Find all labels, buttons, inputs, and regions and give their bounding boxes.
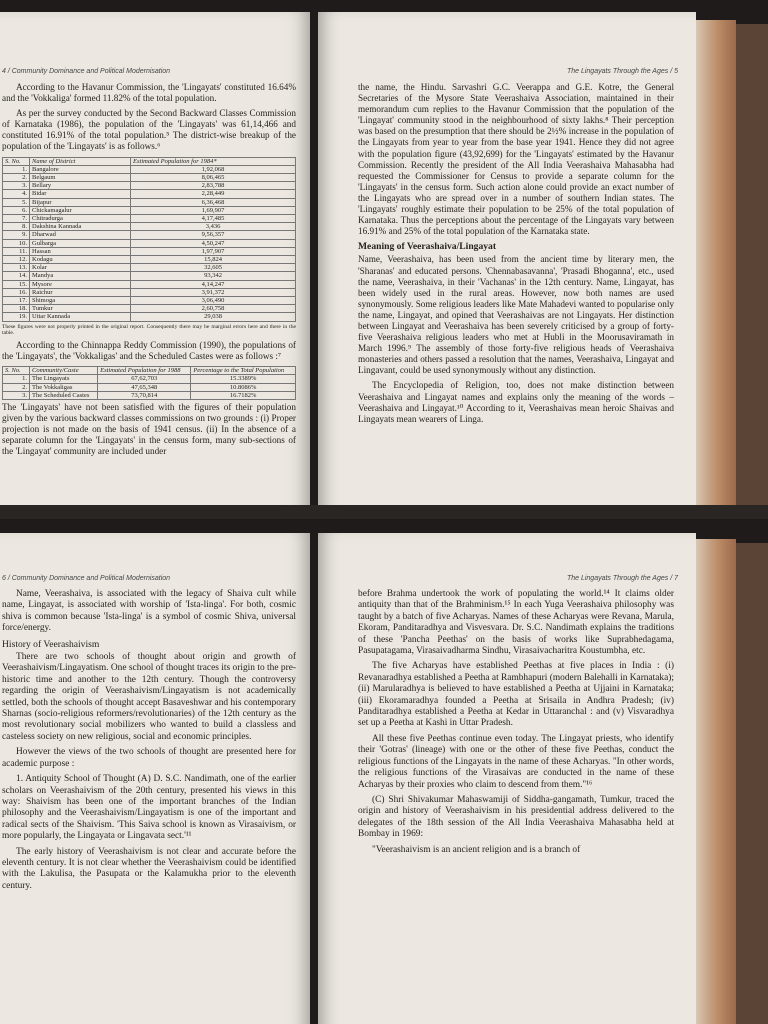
table-cell: Bijapur bbox=[30, 198, 131, 206]
table-cell: 29,038 bbox=[131, 313, 296, 321]
table-cell: Gulbarga bbox=[30, 239, 131, 247]
table-cell: 7. bbox=[3, 214, 30, 222]
table-cell: The Scheduled Castes bbox=[30, 391, 98, 399]
table-cell: The Lingayats bbox=[30, 375, 98, 383]
table-cell: 9. bbox=[3, 231, 30, 239]
table-cell: The Vokkaligas bbox=[30, 383, 98, 391]
table-header-cell: S. No. bbox=[3, 157, 30, 165]
page-edges bbox=[696, 20, 736, 505]
table-row bbox=[3, 272, 296, 280]
table-cell: 73,70,814 bbox=[98, 391, 191, 399]
table-cell: Raichur bbox=[30, 288, 131, 296]
table-cell: Belgaum bbox=[30, 173, 131, 181]
table-row bbox=[3, 383, 296, 391]
table-cell: 10. bbox=[3, 239, 30, 247]
paragraph: As per the survey conducted by the Second Backward Classes Commission of Karnataka (1986), the population of the 'Lingayats' was 61,14,466 and constituted 16.91% of the total population.⁵ The district-wise breakup of the population of the 'Lingayats' is as follows.⁶ bbox=[2, 108, 296, 152]
table-row bbox=[3, 375, 296, 383]
table-cell: 16. bbox=[3, 288, 30, 296]
table-cell: 11. bbox=[3, 247, 30, 255]
table-cell: 1. bbox=[3, 375, 30, 383]
paragraph: The five Acharyas have established Peethas at five places in India : (i) Revanaradhya established a Peetha at Rambhapuri (modern Balehalli in Karnataka); (ii) Marularadhya is believed to have established a Peetha at Ujjaini in Karnataka; (iii) Ekoramaradhya founded a Peetha at Srisaila in Andhra Pradesh; (iv) Panditaradhya established a Peetha at Kedar in Uttaranchal : and (v) Visvaradhya set up a Peetha at Kashi in Uttar Pradesh. bbox=[358, 661, 674, 729]
table-cell: 16.7182% bbox=[191, 391, 296, 399]
table-cell: 6,36,468 bbox=[131, 198, 296, 206]
table-row bbox=[3, 391, 296, 399]
table-cell: 4,50,247 bbox=[131, 239, 296, 247]
page-5 bbox=[318, 12, 696, 505]
table-header-cell: S. No. bbox=[3, 367, 30, 375]
table-cell: 4. bbox=[3, 190, 30, 198]
table-row bbox=[3, 173, 296, 181]
table-header-cell: Name of District bbox=[30, 157, 131, 165]
table-footnote: These figures were not properly printed in the original report. Consequently there may be marginal errors here and there in the table. bbox=[2, 323, 296, 336]
table-header-cell: Estimated Population for 1988 bbox=[98, 367, 191, 375]
running-header: The Lingayats Through the Ages / 5 bbox=[566, 68, 678, 75]
table-cell: 3,91,372 bbox=[131, 288, 296, 296]
table-cell: 9,56,357 bbox=[131, 231, 296, 239]
table-cell: 4,14,247 bbox=[131, 280, 296, 288]
table-row bbox=[3, 190, 296, 198]
paragraph: There are two schools of thought about origin and growth of Veerashaivism/Lingayatism. One school of thought traces its origin to the pre-historic time and another to the 12th century. Though the controversy regarding the origin of Veerashaivism/Lingayatism is not academically settled, both the schools of thought accept Basaveshwar and his contemporary Sharnas (socio-religious reformers/revolutionaries) of the 12th century as the most revolutionary social mobilizers who wanted to build a classless and casteless society on new religious, social and economic principles. bbox=[2, 652, 296, 742]
table-row bbox=[3, 280, 296, 288]
table-cell: 6. bbox=[3, 206, 30, 214]
table-row bbox=[3, 206, 296, 214]
table-row bbox=[3, 288, 296, 296]
table-cell: 8. bbox=[3, 223, 30, 231]
paragraph: before Brahma undertook the work of populating the world.¹⁴ It claims older antiquity than that of the Brahminism.¹⁵ In each Yuga Veerashaiva philosophy was taught by a batch of five Acharyas. Names of these Acharyas were Revana, Marula, Ekoram, Panditaradhya and Visvesvara. Dr. S.C. Nandimath explains the traditions of these 'Pancha Peethas' on the basis of works like Suprabhedagama, Pasupatagama, Virasaivadharma Sindhu, Virasaivacharitra Koustumbha, etc. bbox=[358, 589, 674, 657]
table-cell: Kolar bbox=[30, 264, 131, 272]
table-row bbox=[3, 239, 296, 247]
table-row bbox=[3, 214, 296, 222]
caste-population-table bbox=[2, 366, 296, 400]
table-cell: 15,824 bbox=[131, 256, 296, 264]
paragraph: 1. Antiquity School of Thought (A) D. S.C. Nandimath, one of the earlier scholars on Veerashaivism of the 20th century, presented his views in this way: Shaivism has been one of the important branches of the Indian philosophy and the Veerashaivism/Lingayatism is one of the important and radical sects of the Shaivism. 'This Saiva school is known as Virasaivism, or more popularly, the Lingayata or Lingavata sect.'¹¹ bbox=[2, 774, 296, 842]
table-cell: 47,65,348 bbox=[98, 383, 191, 391]
table-cell: Bidar bbox=[30, 190, 131, 198]
table-row bbox=[3, 198, 296, 206]
table-cell: Mysore bbox=[30, 280, 131, 288]
table-cell: 2,60,758 bbox=[131, 305, 296, 313]
table-cell: 3,06,490 bbox=[131, 297, 296, 305]
paragraph: The Encyclopedia of Religion, too, does not make distinction between Veerashaiva and Lingayat names and explains only the meaning of the words – Veerashaiva and Lingayat.¹⁰ According to it, Veerashaivas mean heroic Shaivas and Lingayats mean wearers of Linga. bbox=[358, 380, 674, 424]
table-cell: Hassan bbox=[30, 247, 131, 255]
table-cell: Bellary bbox=[30, 182, 131, 190]
paragraph: (C) Shri Shivakumar Mahaswamiji of Siddha-gangamath, Tumkur, traced the origin and history of Veerashaivism in his presidential address delivered to the delegates of the 18th session of the All India Veerashaiva Mahasabha held at Bombay in 1969: bbox=[358, 794, 674, 840]
table-header-cell: Percentage to the Total Population bbox=[191, 367, 296, 375]
table-cell: Shimoga bbox=[30, 297, 131, 305]
table-cell: 2,28,449 bbox=[131, 190, 296, 198]
table-cell: 8,06,465 bbox=[131, 173, 296, 181]
running-header: 6 / Community Dominance and Political Modernisation bbox=[2, 575, 171, 582]
table-cell: 1,69,907 bbox=[131, 206, 296, 214]
paragraph: According to the Havanur Commission, the 'Lingayats' constituted 16.64% and the 'Vokkaliga' formed 11.82% of the total population. bbox=[2, 82, 296, 104]
table-cell: 3,436 bbox=[131, 223, 296, 231]
page-body bbox=[2, 82, 296, 462]
page-body bbox=[2, 589, 296, 896]
page-edges bbox=[696, 539, 736, 1024]
table-cell: 19. bbox=[3, 313, 30, 321]
table-cell: 67,62,703 bbox=[98, 375, 191, 383]
table-cell: 10.8086% bbox=[191, 383, 296, 391]
book-cover-edge bbox=[736, 543, 768, 1024]
table-row bbox=[3, 247, 296, 255]
table-row bbox=[3, 165, 296, 173]
table-cell: Uttar Kannada bbox=[30, 313, 131, 321]
table-cell: 1. bbox=[3, 165, 30, 173]
paragraph: "Veerashaivism is an ancient religion and is a branch of bbox=[372, 844, 581, 855]
table-header-cell: Estimated Population for 1984* bbox=[131, 157, 296, 165]
running-header: 4 / Community Dominance and Political Modernisation bbox=[2, 68, 171, 75]
table-cell: Dharwad bbox=[30, 231, 131, 239]
table-cell: 2. bbox=[3, 173, 30, 181]
table-header-cell: Community/Caste bbox=[30, 367, 98, 375]
table-row bbox=[3, 182, 296, 190]
paragraph: However the views of the two schools of thought are presented here for academic purpose : bbox=[2, 747, 296, 769]
table-cell: 1,97,907 bbox=[131, 247, 296, 255]
table-row bbox=[3, 264, 296, 272]
page-7 bbox=[318, 533, 696, 1024]
table-cell: 2. bbox=[3, 383, 30, 391]
table-row bbox=[3, 231, 296, 239]
table-cell: 13. bbox=[3, 264, 30, 272]
table-cell: Kodagu bbox=[30, 256, 131, 264]
bottom-spread bbox=[0, 519, 768, 1024]
table-cell: 17. bbox=[3, 297, 30, 305]
paragraph: According to the Chinnappa Reddy Commission (1990), the populations of the 'Lingayats', the 'Vokkaligas' and the Scheduled Castes were as follows :⁷ bbox=[2, 340, 296, 362]
table-cell: Chitradurga bbox=[30, 214, 131, 222]
table-cell: 32,605 bbox=[131, 264, 296, 272]
table-cell: 18. bbox=[3, 305, 30, 313]
table-cell: 1,92,068 bbox=[131, 165, 296, 173]
table-row bbox=[3, 305, 296, 313]
table-row bbox=[3, 223, 296, 231]
paragraph: Name, Veerashaiva, is associated with the legacy of Shaiva cult while name, Lingayat, is associated with worship of 'Ista-linga'. For both, cosmic shiva is common because 'Ista-linga' is a symbol of cosmic Shiva, universal force/energy. bbox=[2, 589, 296, 634]
page-body bbox=[358, 82, 674, 429]
table-cell: 4,17,485 bbox=[131, 214, 296, 222]
table-row bbox=[3, 297, 296, 305]
paragraph: the name, the Hindu. Sarvashri G.C. Veerappa and G.E. Kotre, the General Secretaries of the Mysore State Veerashaiva Association, maintained in their memorandum cum replies to the Havanur Commission that the population of the 'Lingayat' community stood in the neighbourhood of sixty lakhs.⁸ Their perception was based on the presumption that there should be 2½% increase in the population of the Lingayats from year to year from the base year 1941. Hence they did not agree with the population figure (43,92,699) for the 'Lingayats' estimated by the Havanur Commission. Recently the president of the All India Veerashaiva Mahasabha had requested the Commissioner for Census to provide a separate column for the 'Lingayats' in the census form. Such action alone could provide an exact number of the Lingayats who are spread over in a number of southern Indian states. The 'Lingayats' roughly estimate their population to be 25% of the total population of Karnataka. Thus the perceptions about the percentage of the Lingayats vary between 16.91% and 25% of the total population of the Karnataka state. bbox=[358, 82, 674, 237]
table-cell: 14. bbox=[3, 272, 30, 280]
running-header: The Lingayats Through the Ages / 7 bbox=[566, 575, 678, 582]
paragraph: Name, Veerashaiva, has been used from the ancient time by literary men, the 'Sharanas' and educated persons. 'Chennabasavanna', 'Prasadi Bhoganna', etc., used the name, Veerashaiva, in their 'Vachanas' in the 12th century. Name, Lingayat, has been widely used in the rural areas. However, now both names are used synonymously. Some religious leaders like Mate Mahadevi wanted to popularise only the name, Lingayat, and opined that Veerashaivas are not Lingayats. Her distinction between Lingayat and Veerashaiva has been severely criticised by a group of forty-five Veerashaiva religious leaders who met at Hubli in the Moorusaviramath in March 1996.⁹ The assembly of those forty-five religious heads of Veerashaiva monasteries and others passed a resolution that the names, Veerashaiva, Lingayat and Lingavant, could be used synonymously without any distinction. bbox=[358, 254, 674, 376]
table-cell: 12. bbox=[3, 256, 30, 264]
table-cell: Mandya bbox=[30, 272, 131, 280]
page-4 bbox=[0, 12, 310, 505]
table-cell: Chickamagalur bbox=[30, 206, 131, 214]
paragraph: The 'Lingayats' have not been satisfied with the figures of their population given by the various backward classes commissions on two grounds : (i) Proper projection is not made on the basis of 1941 census. (ii) In the absence of a separate column for the 'Lingayats' in the census form, many sub-sections of the 'Lingayat' community are included under bbox=[2, 402, 296, 457]
table-cell: 5. bbox=[3, 198, 30, 206]
table-row bbox=[3, 313, 296, 321]
section-heading: History of Veerashaivism bbox=[2, 638, 100, 650]
table-cell: Bangalore bbox=[30, 165, 131, 173]
table-cell: 15.3389% bbox=[191, 375, 296, 383]
table-cell: 93,342 bbox=[131, 272, 296, 280]
table-cell: 15. bbox=[3, 280, 30, 288]
table-cell: Tumkur bbox=[30, 305, 131, 313]
table-cell: 3. bbox=[3, 182, 30, 190]
top-spread bbox=[0, 0, 768, 505]
book-cover-edge bbox=[736, 24, 768, 505]
table-cell: Dakshina Kannada bbox=[30, 223, 131, 231]
paragraph: All these five Peethas continue even today. The Lingayat priests, who identify their 'Gotras' (lineage) with one or the other of these five Peethas, conduct the religious functions of the Lingayats in the name of these Acharyas. "In other words, the religious functions of the Virasaivas are conducted in the name of these Acharyas by their proxies who claim to descend from them."¹⁶ bbox=[358, 733, 674, 790]
table-cell: 2,83,788 bbox=[131, 182, 296, 190]
district-population-table bbox=[2, 157, 296, 322]
table-row bbox=[3, 256, 296, 264]
table-cell: 3. bbox=[3, 391, 30, 399]
section-heading: Meaning of Veerashaiva/Lingayat bbox=[358, 241, 497, 253]
page-6 bbox=[0, 533, 310, 1024]
paragraph: The early history of Veerashaivism is not clear and accurate before the eleventh century. It is not clear whether the Veerashaivism could be identified with the Lakulisa, the Pasupata or the Kalamukha prior to the eleventh century. bbox=[2, 846, 296, 891]
page-body bbox=[358, 589, 674, 860]
